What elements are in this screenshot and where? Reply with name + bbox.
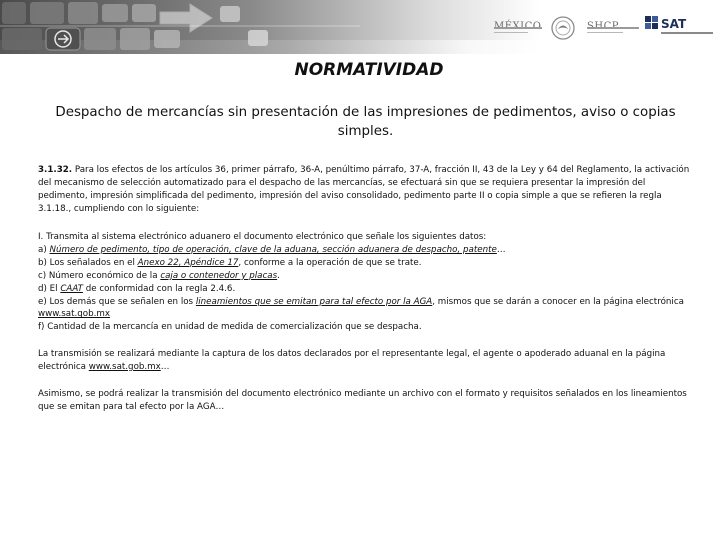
sat-logo-text: SAT bbox=[661, 17, 687, 31]
page-subtitle: Despacho de mercancías sin presentación de las impresiones de pedimentos, aviso o copias simples. bbox=[55, 105, 676, 139]
list-item-f: f) Cantidad de la mercancía en unidad de medida de comercialización que se despacha. bbox=[38, 322, 422, 333]
page-title: NORMATIVIDAD bbox=[294, 60, 444, 80]
rule-paragraph bbox=[38, 164, 690, 216]
list-item-e: e) Los demás que se señalen en los lineamientos que se emitan para tal efecto por la AGA, mismos que se darán a conocer en la página electrónica www.sat.gob.mx bbox=[38, 296, 684, 320]
header-banner bbox=[0, 0, 720, 54]
link-anexo-22[interactable]: Anexo 22, Apéndice 17 bbox=[137, 257, 239, 268]
link-sat-website[interactable]: www.sat.gob.mx bbox=[38, 309, 111, 320]
list-item-d: d) El CAAT de conformidad con la regla 2.4.6. bbox=[38, 283, 236, 294]
rule-text: Para los efectos de los artículos 36, primer párrafo, 36-A, penúltimo párrafo, 37-A, fracción II, 43 de la Ley y 64 del Reglamento, la activación del mecanismo de selección automatizado para el despacho de las mercancías, se efectuará sin que se requiera presentar la impresión del pedimento, impresión simplificada del pedimento, impresión del aviso consolidado, pedimento parte II o copia simple a que se refieren la regla 3.1.18., cumpliendo con lo siguiente: bbox=[38, 165, 690, 214]
list-intro: I. Transmita al sistema electrónico aduanero el documento electrónico que señale los siguientes datos: bbox=[38, 232, 487, 242]
list-item-c: c) Número económico de la caja o contenedor y placas. bbox=[38, 270, 280, 281]
link-caat[interactable]: CAAT bbox=[60, 283, 83, 294]
sat-logo-icon bbox=[645, 16, 659, 32]
link-pedimento-data[interactable]: Número de pedimento, tipo de operación, clave de la aduana, sección aduanera de despacho, patente bbox=[49, 244, 497, 255]
list-item-a: a) Número de pedimento, tipo de operación, clave de la aduana, sección aduanera de despacho, patente… bbox=[38, 244, 506, 255]
shcp-logo bbox=[587, 14, 639, 44]
link-sat-website-2[interactable]: www.sat.gob.mx bbox=[88, 361, 161, 372]
closing-paragraph: Asimismo, se podrá realizar la transmisión del documento electrónico mediante un archivo con el formato y requisitos señalados en los lineamientos que se emitan para tal efecto por la AGA… bbox=[38, 389, 687, 412]
list-item-b: b) Los señalados en el Anexo 22, Apéndice 17, conforme a la operación de que se trate. bbox=[38, 257, 422, 268]
sat-logo bbox=[645, 14, 717, 44]
mexico-logo bbox=[494, 14, 542, 44]
mexico-eagle-icon bbox=[548, 14, 578, 44]
transmission-paragraph: La transmisión se realizará mediante la captura de los datos declarados por el representante legal, el agente o apoderado aduanal en la página electrónica www.sat.gob.mx… bbox=[38, 349, 666, 372]
arrow-button-icon bbox=[46, 28, 80, 50]
link-caja-contenedor[interactable]: caja o contenedor y placas bbox=[160, 270, 278, 281]
requirements-list bbox=[38, 231, 690, 334]
link-lineamientos-aga[interactable]: lineamientos que se emitan para tal efecto por la AGA bbox=[195, 296, 433, 307]
rule-number: 3.1.32. bbox=[38, 165, 73, 175]
